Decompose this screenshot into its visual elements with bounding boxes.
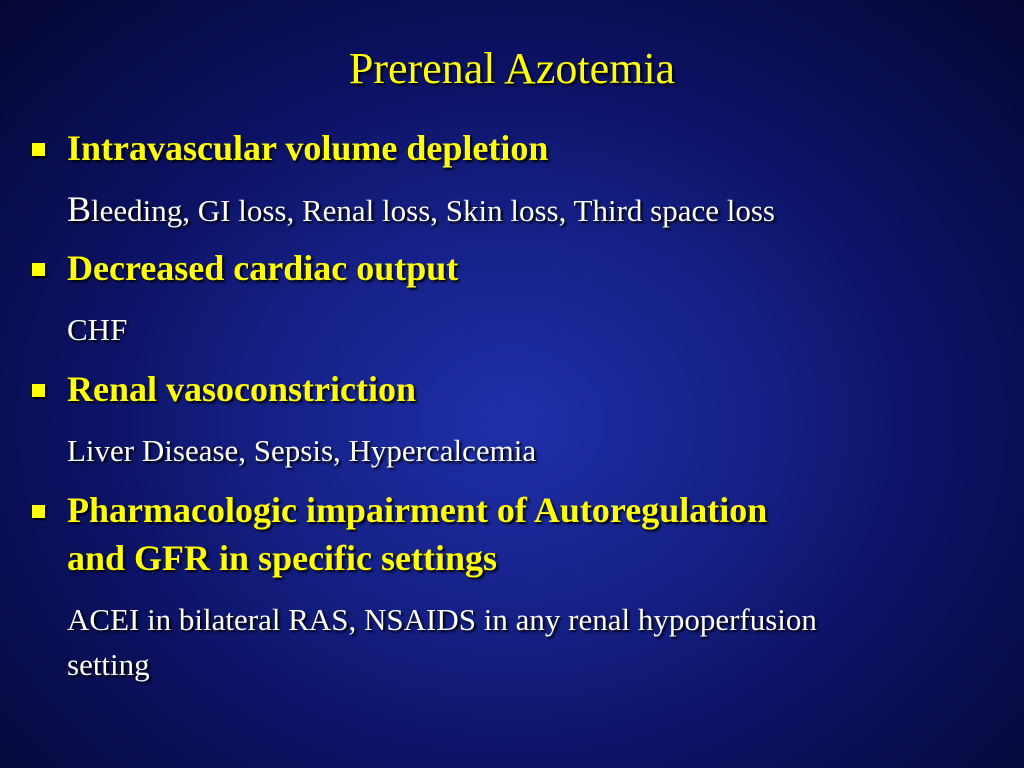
- bullet-detail-vasoconstriction: Liver Disease, Sepsis, Hypercalcemia: [67, 433, 537, 468]
- bullet-heading-vasoconstriction: Renal vasoconstriction: [67, 369, 416, 409]
- bullet-heading-cardiac-output: Decreased cardiac output: [67, 248, 459, 288]
- square-bullet-icon: [32, 505, 45, 518]
- bullet-detail-pharmacologic-line2: setting: [67, 647, 150, 682]
- bullet-heading-pharmacologic-line2: and GFR in specific settings: [67, 538, 498, 578]
- detail-initial-letter: B: [67, 189, 92, 229]
- detail-text: leeding, GI loss, Renal loss, Skin loss, Third space loss: [91, 193, 775, 228]
- bullet-detail-cardiac-output: CHF: [67, 312, 128, 347]
- slide-title: Prerenal Azotemia: [348, 44, 676, 93]
- square-bullet-icon: [32, 143, 45, 156]
- bullet-heading-volume-depletion: Intravascular volume depletion: [67, 128, 549, 168]
- square-bullet-icon: [32, 263, 45, 276]
- square-bullet-icon: [32, 384, 45, 397]
- bullet-detail-volume-depletion: [67, 190, 997, 230]
- bullet-heading-pharmacologic-line1: Pharmacologic impairment of Autoregulation: [67, 490, 768, 530]
- bullet-detail-pharmacologic-line1: ACEI in bilateral RAS, NSAIDS in any renal hypoperfusion: [67, 602, 817, 637]
